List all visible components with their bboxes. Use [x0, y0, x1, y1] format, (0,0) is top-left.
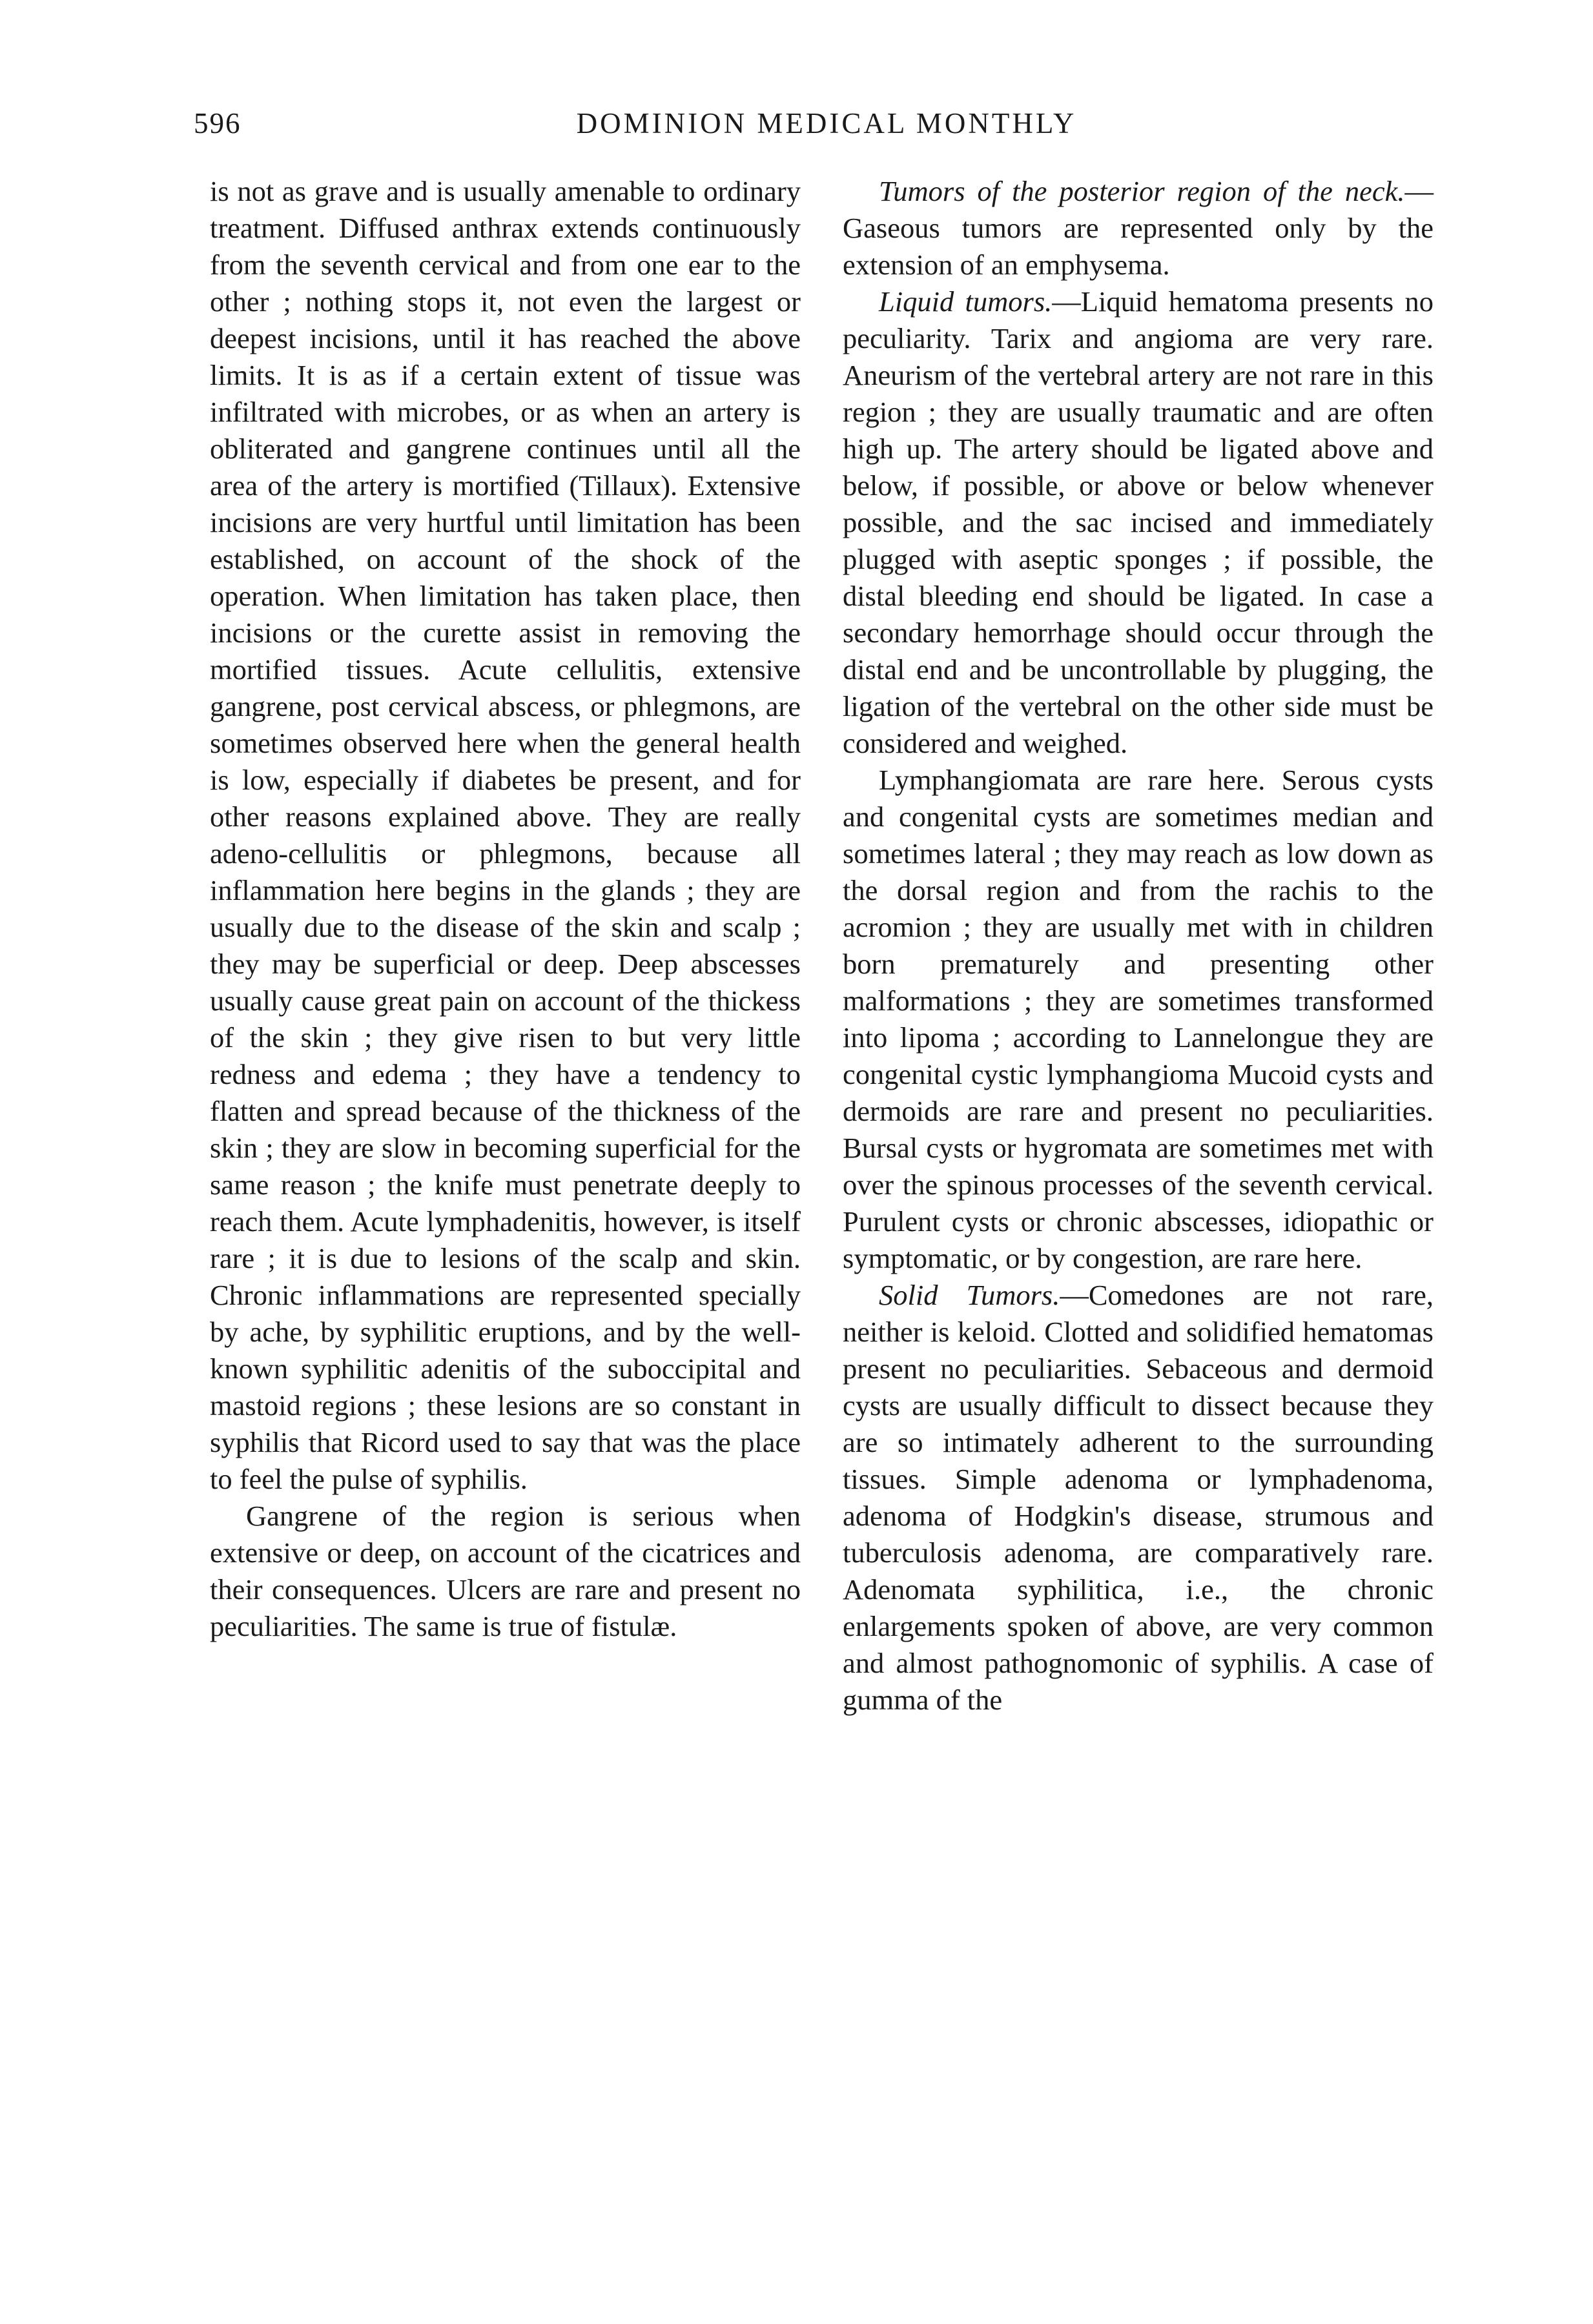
left-column — [210, 173, 801, 1645]
right-paragraph-4-body: —Comedones are not rare, neither is keloid. Clotted and solidified hematomas present no peculiarities. Sebaceous and dermoid cysts are usually difficult to dissect because they are so intimately adherent to the surrounding tissues. Simple adenoma or lymphadenoma, adenoma of Hodgkin's disease, strumous and tuberculosis adenoma, are comparatively rare. Adenomata syphilitica, i.e., the chronic enlargements spoken of above, are very common and almost pathognomonic of syphilis. A case of gumma of the — [843, 1279, 1434, 1716]
section-heading-posterior-neck: Tumors of the posterior region of the neck. — [879, 175, 1405, 207]
section-heading-liquid-tumors: Liquid tumors. — [879, 285, 1053, 318]
left-paragraph-1: is not as grave and is usually amenable to ordinary treatment. Diffused anthrax extends continuously from the seventh cervical and from one ear to the other ; nothing stops it, not even the largest or deepest incisions, until it has reached the above limits. It is as if a certain extent of tissue was infiltrated with microbes, or as when an artery is obliterated and gangrene continues until all the area of the artery is mortified (Tillaux). Extensive incisions are very hurtful until limitation has been established, on account of the shock of the operation. When limitation has taken place, then incisions or the curette assist in removing the mortified tissues. Acute cellulitis, extensive gangrene, post cervical abscess, or phlegmons, are sometimes observed here when the general health is low, especially if diabetes be present, and for other reasons explained above. They are really adeno-cellulitis or phlegmons, because all inflammation here begins in the glands ; they are usually due to the disease of the skin and scalp ; they may be superficial or deep. Deep abscesses usually cause great pain on account of the thickess of the skin ; they give risen to but very little redness and edema ; they have a tendency to flatten and spread because of the thickness of the skin ; they are slow in becoming superficial for the same reason ; the knife must penetrate deeply to reach them. Acute lymphadenitis, however, is itself rare ; it is due to lesions of the scalp and skin. Chronic inflammations are represented specially by ache, by syphilitic eruptions, and by the well-known syphilitic adenitis of the suboccipital and mastoid regions ; these lesions are so constant in syphilis that Ricord used to say that was the place to feel the pulse of syphilis. — [210, 175, 801, 1495]
right-paragraph-2 — [843, 283, 1434, 762]
right-paragraph-1 — [843, 173, 1434, 283]
right-paragraph-1-body: —Gaseous tumors are represented only by the extension of an emphysema. — [843, 175, 1434, 281]
right-paragraph-4 — [843, 1277, 1434, 1718]
right-paragraph-2-body: —Liquid hematoma presents no peculiarity. Tarix and angioma are very rare. Aneurism of the vertebral artery are not rare in this region ; they are usually traumatic and are often high up. The artery should be ligated above and below, if possible, or above or below whenever possible, and the sac incised and immediately plugged with aseptic sponges ; if possible, the distal bleeding end should be ligated. In case a secondary hemorrhage should occur through the distal end and be uncontrollable by plugging, the ligation of the vertebral on the other side must be considered and weighed. — [843, 285, 1434, 759]
left-paragraph-2: Gangrene of the region is serious when extensive or deep, on account of the cicatrices and their consequences. Ulcers are rare and present no peculiarities. The same is true of fistulæ. — [210, 1500, 801, 1642]
page-header — [194, 107, 1459, 152]
section-heading-solid-tumors: Solid Tumors. — [879, 1279, 1060, 1311]
page-number: 596 — [194, 107, 242, 139]
running-title: DOMINION MEDICAL MONTHLY — [576, 107, 1077, 139]
right-column — [843, 173, 1434, 1718]
right-paragraph-3: Lymphangiomata are rare here. Serous cysts and congenital cysts are sometimes median and sometimes lateral ; they may reach as low down as the dorsal region and from the rachis to the acromion ; they are usually met with in children born prematurely and presenting other malformations ; they are sometimes transformed into lipoma ; according to Lannelongue they are congenital cystic lymphangioma Mucoid cysts and dermoids are rare and present no peculiarities. Bursal cysts or hygromata are sometimes met with over the spinous processes of the seventh cervical. Purulent cysts or chronic abscesses, idiopathic or symptomatic, or by congestion, are rare here. — [843, 764, 1434, 1274]
